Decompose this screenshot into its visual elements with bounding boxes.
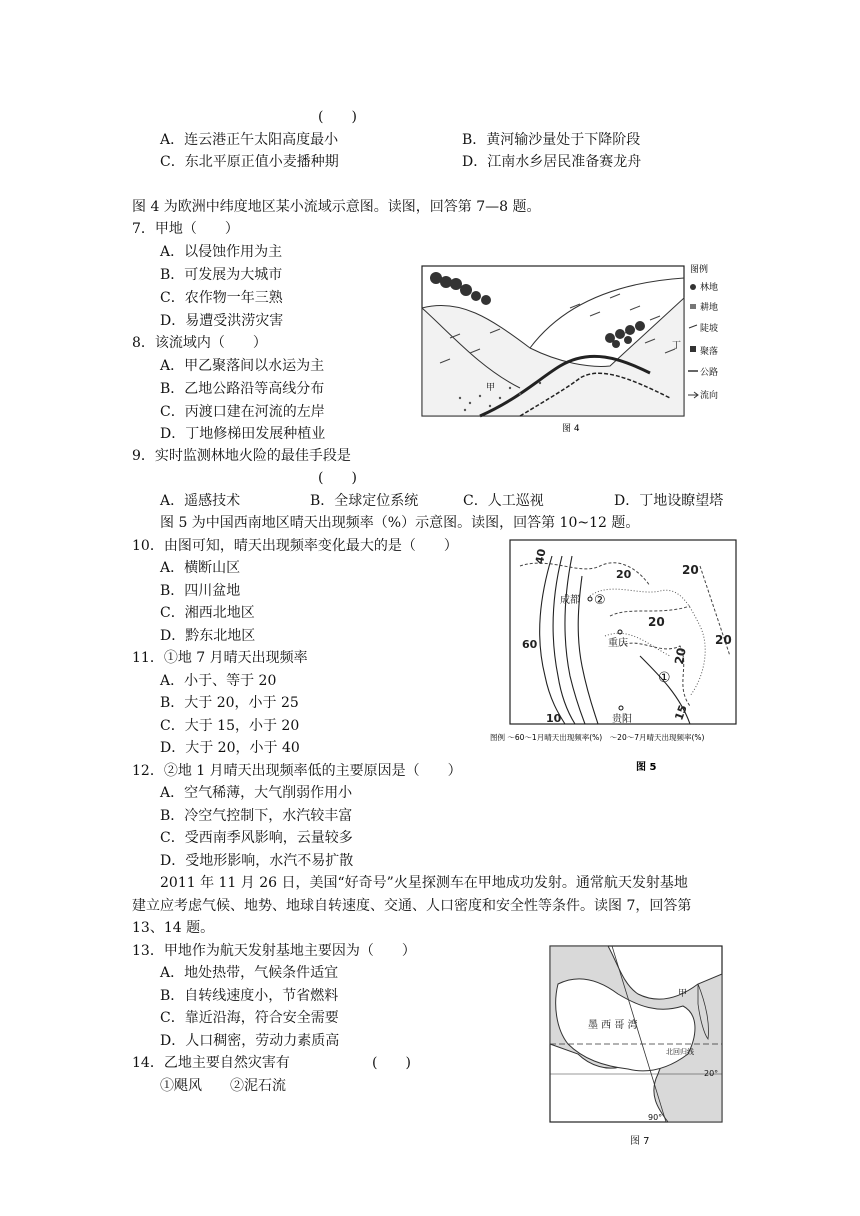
intro-figure-5: 图 5 为中国西南地区晴天出现频率（%）示意图。读图，回答第 10~12 题。: [160, 515, 640, 531]
q10-option-d: D．黔东北地区: [160, 628, 256, 644]
fig5-contour-label-0: 40: [533, 547, 549, 566]
fig7-jia-label: 甲: [678, 989, 688, 999]
fig5-contour-label-2: 20: [682, 563, 699, 577]
fig4-legend-title: 图例: [690, 265, 709, 275]
legend-forest-icon: [690, 284, 696, 290]
q9-paren: ( ): [318, 470, 357, 486]
q7-stem: 7．甲地（ ）: [132, 221, 239, 237]
fig5-legend: 图例 ～60～1月晴天出现频率(%) ～20～7月晴天出现频率(%): [490, 733, 705, 742]
legend-settlement-icon: [690, 346, 696, 352]
fig5-contour-label-4: 20: [715, 633, 732, 647]
q7-option-c: C．农作物一年三熟: [160, 290, 283, 306]
q13-option-d: D．人口稠密，劳动力素质高: [160, 1033, 340, 1049]
q8-option-b: B．乙地公路沿等高线分布: [160, 381, 325, 397]
q11-option-d: D．大于 20，小于 40: [160, 740, 300, 756]
fig4-legend-3: 聚落: [700, 347, 719, 357]
fig5-contour-label-3: 20: [648, 615, 665, 629]
q14-paren: ( ): [372, 1055, 411, 1071]
intro-figure-7-line-2: 建立应考虑气候、地势、地球自转速度、交通、人口密度和安全性等条件。读图 7，回答第: [132, 898, 692, 914]
fig4-legend-4: 公路: [700, 368, 719, 378]
fig5-contour-label-7: 10: [546, 712, 562, 725]
q8-option-c: C．丙渡口建在河流的左岸: [160, 404, 325, 420]
q11-option-b: B．大于 20，小于 25: [160, 695, 299, 711]
figure-5-drawing: [490, 536, 740, 780]
fig7-tropic-label: 北回归线: [666, 1048, 694, 1056]
figure-4: [420, 238, 730, 438]
q13-option-a: A．地处热带，气候条件适宜: [160, 965, 339, 981]
fig7-sea-label: 墨 西 哥 湾: [588, 1020, 638, 1031]
fig5-caption: 图 5: [636, 762, 657, 773]
q9-option-c: C．人工巡视: [463, 493, 544, 509]
q13-option-b: B．自转线速度小，节省燃料: [160, 988, 339, 1004]
figure-5: [490, 536, 740, 780]
fig4-legend-2: 陡坡: [700, 324, 719, 334]
q10-stem: 10．由图可知，晴天出现频率变化最大的是（ ）: [132, 538, 458, 554]
fig4-legend-1: 耕地: [700, 303, 719, 313]
q6-paren: ( ): [318, 109, 357, 125]
fig5-city-chongqing: 重庆: [608, 638, 628, 649]
figure-4-drawing: [420, 238, 730, 438]
q6-option-b: B．黄河输沙量处于下降阶段: [462, 132, 641, 148]
q12-option-c: C．受西南季风影响，云量较多: [160, 830, 353, 846]
fig7-caption: 图 7: [630, 1136, 650, 1147]
q14-options: ①飓风 ②泥石流: [160, 1078, 286, 1094]
fig4-caption: 图 4: [562, 424, 580, 434]
legend-farmland-icon: [690, 304, 696, 309]
q10-option-a: A．横断山区: [160, 560, 241, 576]
fig4-legend-0: 林地: [700, 283, 719, 293]
q14-stem: 14．乙地主要自然灾害有: [132, 1055, 290, 1071]
q6-option-d: D．江南水乡居民准备赛龙舟: [462, 154, 642, 170]
fig5-city-guiyang: 贵阳: [612, 714, 632, 725]
q13-stem: 13．甲地作为航天发射基地主要因为（ ）: [132, 943, 416, 959]
fig4-label-jia: 甲: [486, 383, 496, 393]
q7-option-a: A．以侵蚀作用为主: [160, 244, 283, 260]
fig5-city-chengdu: 成都: [560, 595, 580, 606]
q12-option-b: B．冷空气控制下，水汽较丰富: [160, 808, 353, 824]
q11-stem: 11．①地 7 月晴天出现频率: [132, 650, 308, 666]
q6-option-a: A．连云港正午太阳高度最小: [160, 132, 339, 148]
figure-7-drawing: [548, 944, 728, 1180]
q8-option-d: D．丁地修梯田发展种植业: [160, 426, 326, 442]
fig7-lon-label: 90°: [648, 1113, 663, 1122]
q10-option-b: B．四川盆地: [160, 583, 241, 599]
q9-option-d: D．丁地设瞭望塔: [614, 493, 724, 509]
fig5-mark-one: ①: [658, 670, 671, 686]
q9-option-a: A．遥感技术: [160, 493, 241, 509]
q7-option-b: B．可发展为大城市: [160, 267, 283, 283]
q10-option-c: C．湘西北地区: [160, 605, 255, 621]
fig5-mark-two: ②: [594, 593, 606, 608]
q12-option-a: A．空气稀薄，大气削弱作用小: [160, 785, 353, 801]
intro-figure-4: 图 4 为欧洲中纬度地区某小流域示意图。读图，回答第 7—8 题。: [132, 199, 541, 215]
fig5-contour-label-6: 60: [522, 638, 538, 651]
fig5-contour-label-8: 15: [672, 703, 690, 723]
figure-7: [548, 944, 728, 1180]
legend-flow-icon: [688, 392, 698, 398]
q9-stem: 9．实时监测林地火险的最佳手段是: [132, 448, 351, 464]
q13-option-c: C．靠近沿海，符合安全需要: [160, 1010, 339, 1026]
q11-option-c: C．大于 15，小于 20: [160, 718, 300, 734]
intro-figure-7-line-3: 13、14 题。: [132, 920, 215, 936]
q6-option-c: C．东北平原正值小麦播种期: [160, 154, 339, 170]
fig5-contour-label-5: 20: [672, 646, 689, 666]
q8-stem: 8．该流域内（ ）: [132, 335, 267, 351]
legend-slope-icon: [689, 325, 697, 328]
fig4-legend-5: 流向: [700, 391, 719, 401]
intro-figure-7-line-1: 2011 年 11 月 26 日，美国“好奇号”火星探测车在甲地成功发射。通常航天发射基地: [160, 875, 688, 891]
fig4-label-ding: 丁: [672, 341, 682, 351]
fig5-contour-label-1: 20: [616, 568, 632, 581]
q12-stem: 12．②地 1 月晴天出现频率低的主要原因是（ ）: [132, 763, 462, 779]
q9-option-b: B．全球定位系统: [310, 493, 419, 509]
q12-option-d: D．受地形影响，水汽不易扩散: [160, 853, 354, 869]
fig7-lat-label: 20°: [704, 1069, 719, 1078]
q11-option-a: A．小于、等于 20: [160, 673, 277, 689]
q7-option-d: D．易遭受洪涝灾害: [160, 313, 284, 329]
q8-option-a: A．甲乙聚落间以水运为主: [160, 358, 325, 374]
